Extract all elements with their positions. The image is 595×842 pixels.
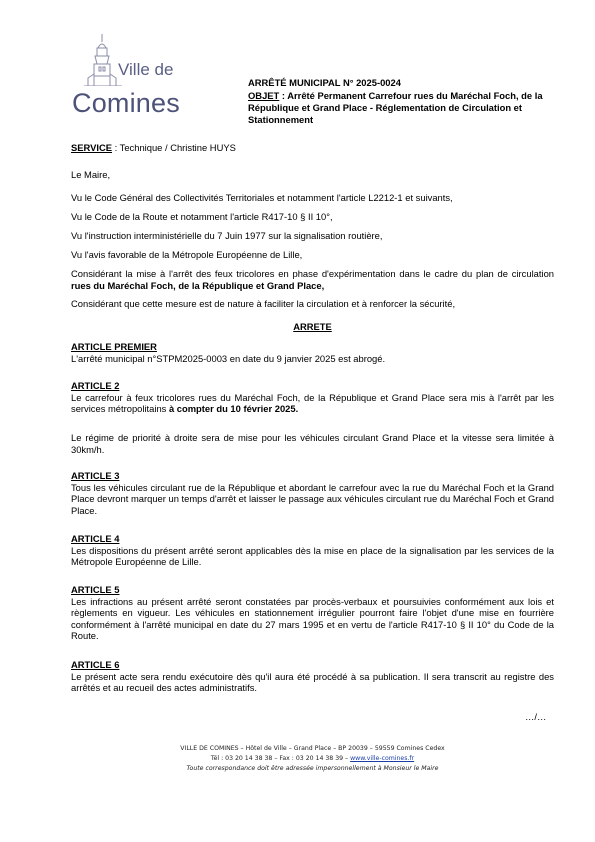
vu-avis-mel: Vu l'avis favorable de la Métropole Européenne de Lille, — [71, 249, 303, 260]
object-label: OBJET — [248, 90, 280, 101]
decree-title: ARRÊTÉ MUNICIPAL N° 2025-0024 — [248, 77, 401, 88]
considerant-securite: Considérant que cette mesure est de nature à faciliter la circulation et à renforcer la sécurité, — [71, 298, 456, 309]
maire-line: Le Maire, — [71, 169, 111, 180]
vu-code-route: Vu le Code de la Route et notamment l'article R417-10 § II 10°, — [71, 211, 333, 222]
article-6-text: Le présent acte sera rendu exécutoire dès qu'il aura été procédé à sa publication. Il sera transcrit au registre des arrêtés et au recueil des actes administratifs. — [71, 670, 554, 693]
article-1 — [71, 341, 554, 364]
vu-cgct: Vu le Code Général des Collectivités Territoriales et notamment l'article L2212-1 et suivants, — [71, 192, 453, 203]
article-2-priority: Le régime de priorité à droite sera de mise pour les véhicules circulant Grand Place et la vitesse sera limitée à 30km/h. — [71, 432, 554, 455]
article-5-text: Les infractions au présent arrêté seront constatées par procès-verbaux et poursuivies conformément aux lois et règlements en vigueur. Les véhicules en stationnement irrégulier pourront faire l'objet d'une mise en fourrière conformément à l'arrêté municipal en date du 27 mars 1995 et en vertu de l'article R417-10 § II 10° du Code de la Route. — [71, 595, 554, 641]
service-text: : Technique / Christine HUYS — [112, 142, 236, 153]
article-4 — [71, 533, 554, 568]
footer — [71, 744, 554, 774]
service-line — [71, 142, 554, 154]
article-6 — [71, 659, 554, 694]
article-6-title: ARTICLE 6 — [71, 659, 120, 670]
arrete-heading: ARRETE — [293, 321, 332, 332]
article-1-text: L'arrêté municipal n°STPM2025-0003 en date du 9 janvier 2025 est abrogé. — [71, 352, 386, 364]
decree-header — [248, 77, 568, 126]
footer-contact — [71, 754, 554, 764]
page-continued: …/… — [525, 711, 547, 722]
article-3-text: Tous les véhicules circulant rue de la République et abordant le carrefour avec la rue du Maréchal Foch et la Grand Place devront marquer un temps d'arrêt et laisser le passage aux véhicules circulant rue du Maréchal Foch et Grand Place. — [71, 481, 554, 516]
decree-object — [248, 90, 568, 126]
footer-address: VILLE DE COMINES – Hôtel de Ville – Grand Place – BP 20039 – 59559 Comines Cedex — [180, 745, 445, 752]
considerant-feux-text: Considérant la mise à l'arrêt des feux tricolores en phase d'expérimentation dans le cadre du plan de circulation — [71, 268, 554, 279]
article-5-title: ARTICLE 5 — [71, 584, 120, 595]
vu-instruction: Vu l'instruction interministérielle du 7 Juin 1977 sur la signalisation routière, — [71, 230, 383, 241]
considerant-feux-rues: rues du Maréchal Foch, de la République et Grand Place, — [71, 279, 325, 291]
logo-ville-de: Ville de — [118, 60, 174, 79]
article-1-title: ARTICLE PREMIER — [71, 341, 157, 352]
article-2-text: Le carrefour à feux tricolores rues du Maréchal Foch, de la République et Grand Place sera mis à l'arrêt par les services métropolitains — [71, 391, 554, 414]
article-2-title: ARTICLE 2 — [71, 380, 120, 391]
considerant-feux — [71, 268, 554, 291]
object-text: : Arrêté Permanent Carrefour rues du Maréchal Foch, de la République et Grand Place - Réglementation de Circulation et Stationnement — [248, 90, 543, 125]
article-5 — [71, 584, 554, 642]
website-link[interactable]: www.ville-comines.fr — [350, 755, 415, 762]
article-4-title: ARTICLE 4 — [71, 533, 120, 544]
logo-comines: Comines — [72, 88, 180, 118]
article-3-title: ARTICLE 3 — [71, 470, 120, 481]
city-logo — [72, 34, 192, 124]
footer-phone-fax: Tél : 03 20 14 38 38 – Fax : 03 20 14 38 39 – — [210, 755, 351, 762]
article-4-text: Les dispositions du présent arrêté seront applicables dès la mise en place de la signalisation par les services de la Métropole Européenne de Lille. — [71, 544, 554, 567]
service-label: SERVICE — [71, 142, 112, 153]
article-2 — [71, 380, 554, 415]
article-2-date: à compter du 10 février 2025. — [168, 403, 299, 414]
article-3 — [71, 470, 554, 516]
footer-notice: Toute correspondance doit être adressée impersonnellement à Monsieur le Maire — [186, 765, 439, 772]
